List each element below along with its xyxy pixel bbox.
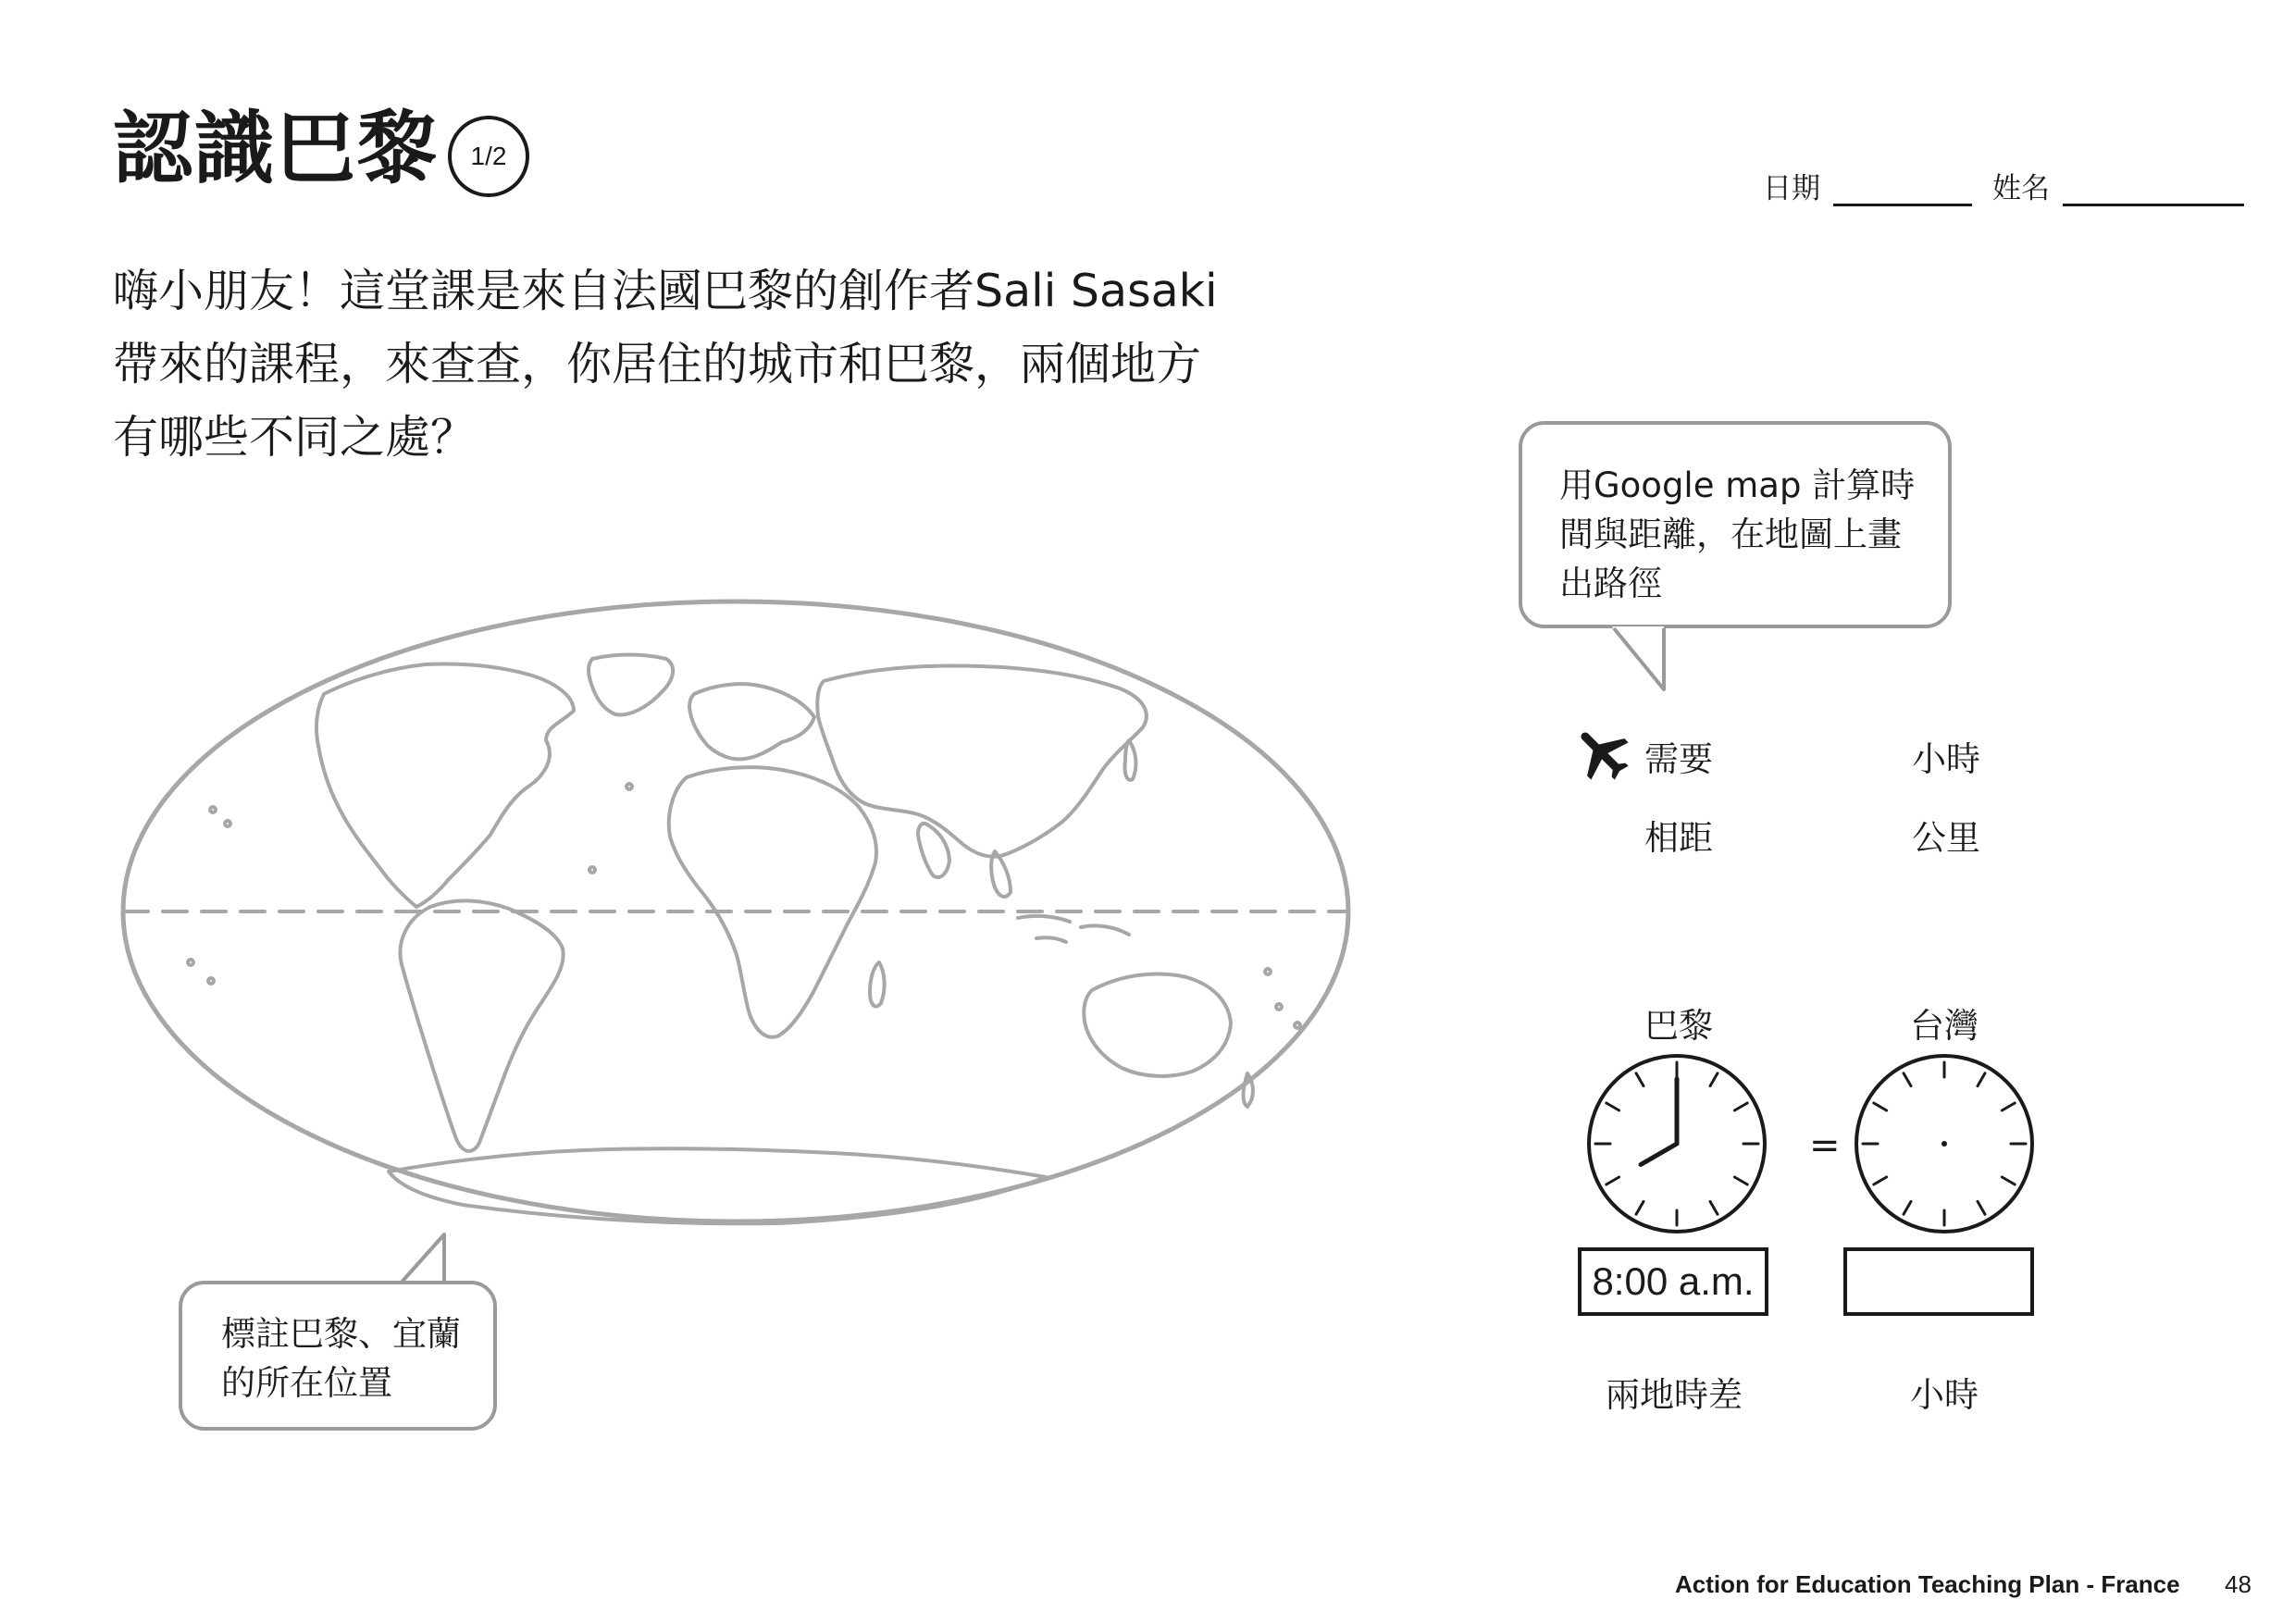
europe [689,684,814,759]
date-label: 日期 [1763,172,1820,205]
name-label: 姓名 [1992,172,2050,205]
intro-line: 嗨小朋友！這堂課是來自法國巴黎的創作者Sali Sasaki [113,265,1218,317]
airplane-icon [1569,720,1635,787]
australia [1084,973,1231,1075]
equals-sign: = [1809,1124,1841,1167]
taiwan-label: 台灣 [1910,1006,1979,1046]
travel-need-label: 需要 [1644,739,1713,779]
taiwan-clock-center [1941,1141,1947,1147]
taiwan-time-box[interactable] [1843,1247,2034,1316]
paris-label: 巴黎 [1644,1006,1713,1046]
footer-text: Action for Education Teaching Plan - France [1675,1570,2180,1598]
date-name-row [1763,165,2244,206]
bubble-line: 間與距離，在地圖上畫 [1559,514,1902,554]
page-title: 認識巴黎 [113,103,439,195]
south-america [400,900,563,1150]
madagascar [870,962,885,1007]
instruction-bubble-mark [179,1281,497,1431]
new-zealand [1244,1073,1254,1107]
asia [817,666,1147,857]
bubble-line: 標註巴黎、宜蘭 [221,1314,461,1354]
bubble-line: 出路徑 [1559,564,1662,603]
intro-paragraph [113,254,1316,474]
bubble-line: 用Google map 計算時 [1559,465,1916,505]
travel-km-label: 公里 [1912,818,1980,858]
bubble-tail-bottom [396,1231,461,1288]
date-field[interactable] [1833,176,1972,206]
world-map [111,592,1360,1231]
north-america [316,664,574,908]
intro-line: 有哪些不同之處？ [113,411,477,464]
paris-clock [1584,1051,1769,1236]
time-difference-label: 兩地時差 [1606,1375,1743,1415]
indonesia [1018,916,1129,942]
travel-distance-label: 相距 [1644,818,1713,858]
time-difference-hours-label: 小時 [1910,1375,1979,1415]
page-number: 48 [2225,1570,2252,1598]
japan [1124,740,1135,780]
travel-hours-label: 小時 [1912,739,1980,779]
intro-line: 帶來的課程，來查查，你居住的城市和巴黎，兩個地方 [113,338,1202,391]
bubble-line: 的所在位置 [221,1363,392,1403]
paris-clock-hands [1641,1079,1677,1165]
greenland [589,655,673,715]
paris-time-box: 8:00 a.m. [1578,1247,1768,1316]
instruction-bubble-map [1519,421,1952,628]
antarctica [389,1148,1046,1223]
africa [669,767,876,1037]
taiwan-clock[interactable] [1852,1051,2037,1236]
bubble-tail-top [1608,625,1682,699]
page-badge: 1/2 [448,116,529,197]
name-field[interactable] [2063,176,2244,206]
map-outline [123,601,1348,1221]
